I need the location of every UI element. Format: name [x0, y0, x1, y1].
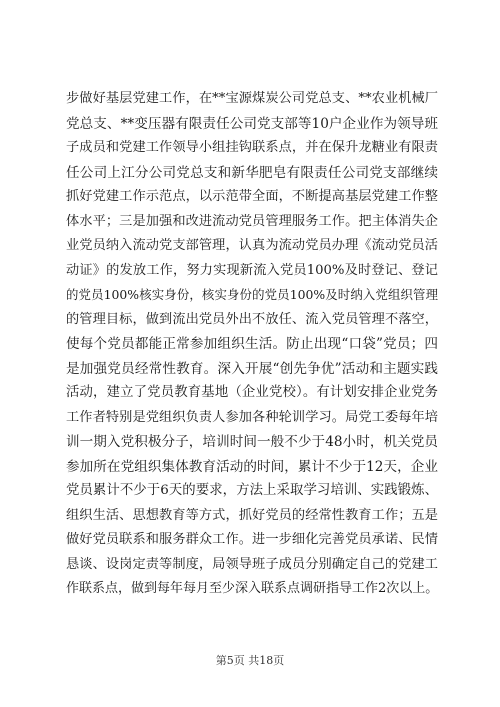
text-line: 恳谈、设岗定责等制度，局领导班子成员分别确定自己的党建工 [66, 556, 438, 572]
body-paragraph [66, 87, 438, 602]
text-line: 任公司上江分公司党总支和新华肥皂有限责任公司党支部继续 [66, 164, 438, 181]
text-line: 业党员纳入流动党支部管理，认真为流动党员办理《流动党员活 [66, 238, 438, 253]
text-line: 活动，建立了党员教育基地（企业党校）。有计划安排企业党务 [66, 385, 438, 400]
text-line: 步做好基层党建工作，在**宝源煤炭公司党总支、**农业机械厂 [66, 91, 438, 106]
text-line: 是加强党员经常性教育。深入开展“创先争优”活动和主题实践 [66, 360, 438, 377]
text-line: 组织生活、思想教育等方式，抓好党员的经常性教育工作；五是 [66, 507, 438, 523]
text-line: 动证》的发放工作，努力实现新流入党员100%及时登记、登记 [66, 262, 438, 278]
text-line: 做好党员联系和服务群众工作。进一步细化完善党员承诺、民情 [66, 532, 438, 547]
text-line: 工作者特别是党组织负责人参加各种轮训学习。局党工委每年培 [66, 409, 438, 425]
text-line: 的党员100%核实身份，核实身份的党员100%及时纳入党组织管理 [66, 287, 438, 302]
text-line: 子成员和党建工作领导小组挂钩联系点，并在保升龙糖业有限责 [66, 140, 438, 155]
text-line: 参加所在党组织集体教育活动的时间，累计不少于12天，企业 [66, 458, 438, 475]
text-line: 训一期入党积极分子，培训时间一般不少于48小时，机关党员 [66, 434, 438, 450]
text-line: 抓好党建工作示范点，以示范带全面，不断提高基层党建工作整 [66, 189, 438, 204]
text-line: 体水平；三是加强和改进流动党员管理服务工作。把主体消失企 [66, 213, 438, 229]
text-line: 使每个党员都能正常参加组织生活。防止出现“口袋”党员；四 [66, 336, 438, 352]
page-number-footer: 第5页 共18页 [215, 654, 285, 667]
text-line: 党总支、**变压器有限责任公司党支部等10户企业作为领导班 [66, 115, 438, 132]
text-line: 党员累计不少于6天的要求，方法上采取学习培训、实践锻炼、 [66, 483, 438, 498]
text-line: 的管理目标，做到流出党员外出不放任、流入党员管理不落空， [66, 311, 438, 327]
text-line: 作联系点，做到每年每月至少深入联系点调研指导工作2次以上。 [66, 581, 439, 596]
